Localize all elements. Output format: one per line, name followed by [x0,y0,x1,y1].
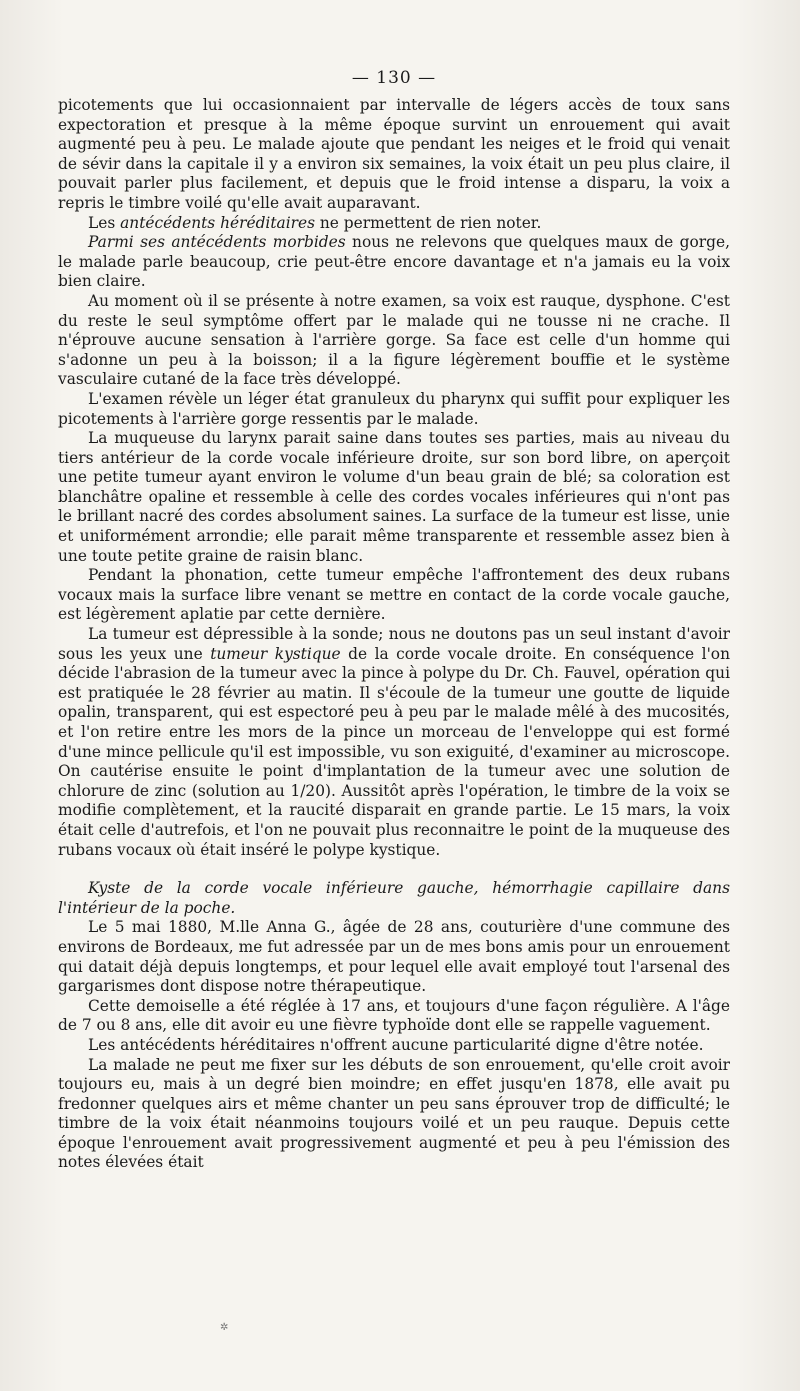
paragraph: Le 5 mai 1880, M.lle Anna G., âgée de 28 ans, couturière d'une commune des environs de Bordeaux, me fut adressée par un de mes bons amis pour un enrouement qui datait déjà depuis longtemps, et pour lequel elle avait employé tout l'arsenal des gargarismes dont dispose notre thérapeutique. [58,918,730,996]
paragraph: La malade ne peut me fixer sur les débuts de son enrouement, qu'elle croit avoir toujours eu, mais à un degré bien moindre; en effet jusqu'en 1878, elle avait pu fredonner quelques airs et même chanter un peu sans éprouver trop de difficulté; le timbre de la voix était néanmoins toujours voilé et un peu rauque. Depuis cette époque l'enrouement avait progressivement augmenté et peu à peu l'émission des notes élevées était [58,1055,730,1172]
paragraph: picotements que lui occasionnaient par intervalle de légers accès de toux sans expectoration et presque à la même époque survint un enrouement qui avait augmenté peu à peu. Le malade ajoute que pendant les neiges et le froid qui venait de sévir dans la capitale il y a environ six semaines, la voix était un peu plus claire, il pouvait parler plus facilement, et depuis que le froid intense a disparu, la voix a repris le timbre voilé qu'elle avait auparavant. [58,96,730,212]
italic-run: Parmi ses antécédents morbides [88,233,346,252]
italic-run: tumeur kystique [210,644,341,663]
section-heading [58,879,730,918]
text-run: La tumeur est dépressible à la sonde; nous ne doutons pas un seul instant d'avoir sous les yeux une [58,625,730,663]
paragraph: L'examen révèle un léger état granuleux du pharynx qui suffit pour expliquer les picotements à l'arrière gorge ressentis par le malade. [58,389,730,428]
body-text [58,96,730,1173]
heading-text: Kyste de la corde vocale inférieure gauche, hémorrhagie capillaire dans l'intérieur de la poche. [58,879,730,917]
text-run: Les [88,213,121,232]
paragraph: Les antécédents héréditaires n'offrent aucune particularité digne d'être notée. [88,1035,704,1054]
ink-speck: ✲ [220,1322,229,1333]
paragraph: Pendant la phonation, cette tumeur empêche l'affrontement des deux rubans vocaux mais la surface libre venant se mettre en contact de la corde vocale gauche, est légèrement aplatie par cette dernière. [58,566,730,624]
paragraph: Au moment où il se présente à notre examen, sa voix est rauque, dysphone. C'est du reste le seul symptôme offert par le malade qui ne tousse ni ne crache. Il n'éprouve aucune sensation à l'arrière gorge. Sa face est celle d'un homme qui s'adonne un peu à la boisson; il a la figure légèrement bouffie et le système vasculaire cutané de la face très développé. [58,291,730,389]
page-number: — 130 — [351,68,437,88]
paragraph [58,625,730,860]
text-run: de la corde vocale droite. En conséquence l'on décide l'abrasion de la tumeur avec la pince à polype du Dr. Ch. Fauvel, opération qui est pratiquée le 28 février au matin. Il s'écoule de la tumeur une goutte de liquide opalin, transparent, qui est espectoré peu à peu par le malade mêlé à des mucosités, et l'on retire entre les mors de la pince un morceau de l'enveloppe qui est formé d'une mince pellicule qu'il est impossible, vu son exiguité, d'examiner au microscope. On cautérise ensuite le point d'implantation de la tumeur avec une solution de chlorure de zinc (solution au [58,644,730,800]
text-run: ne permettent de rien noter. [315,213,542,232]
text-run: ). Aussitôt après l'opération, le timbre de la voix se modifie complètement, et la raucité disparait en grande partie. Le 15 mars, la voix était celle d'autrefois, et l'on ne pouvait plus reconnaitre le point de la muqueuse des rubans vocaux où était inséré le polype kystique. [58,781,730,859]
text-run: nous ne relevons que quelques maux de gorge, le malade parle beaucoup, crie peut-être encore davantage et n'a jamais eu la voix bien claire. [58,233,730,291]
italic-run: antécédents héréditaires [120,213,315,232]
paragraph [58,214,730,234]
paragraph [58,233,730,292]
paragraph: Cette demoiselle a été réglée à 17 ans, et toujours d'une façon régulière. A l'âge de 7 ou 8 ans, elle dit avoir eu une fièvre typhoïde dont elle se rappelle vaguement. [58,996,730,1035]
fraction: 1/20 [290,781,325,800]
paragraph: La muqueuse du larynx parait saine dans toutes ses parties, mais au niveau du tiers antérieur de la corde vocale inférieure droite, sur son bord libre, on aperçoit une petite tumeur ayant environ le volume d'un beau grain de blé; sa coloration est blanchâtre opaline et ressemble à celle des cordes vocales inférieures qui n'ont pas le brillant nacré des cordes absolument saines. La surface de la tumeur est lisse, unie et uniformément arrondie; elle parait même transparente et ressemble assez bien à une toute petite graine de raisin blanc. [58,429,730,565]
